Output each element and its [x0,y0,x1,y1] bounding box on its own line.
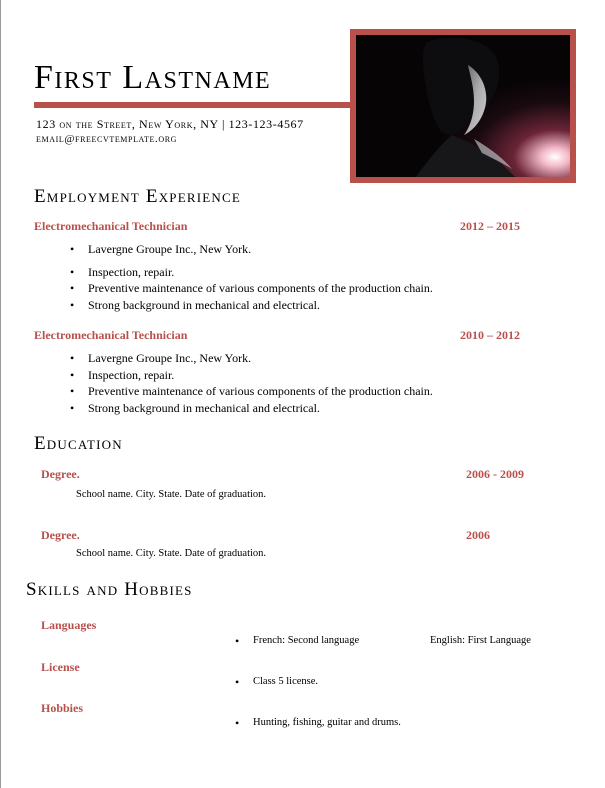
skill-item [235,634,360,648]
list-item: • Inspection, repair. [70,264,433,281]
license-label: License [41,660,80,674]
school-details: School name. City. State. Date of graduation. [76,489,267,500]
languages-label: Languages [41,618,97,632]
bullet-icon: • [235,716,240,730]
degree-label: Degree. [41,528,80,542]
address-line: 123 on the Street, New York, NY | 123-123-4567 [36,117,304,131]
school-details: School name. City. State. Date of graduation. [76,548,267,559]
list-item: • Preventive maintenance of various components of the production chain. [70,383,433,400]
skill-item [235,675,319,689]
list-item: • Inspection, repair. [70,367,433,384]
skill-item [235,716,401,730]
candidate-name: First Lastname [34,59,272,96]
skills-section-title: Skills and Hobbies [26,579,193,600]
job-duties-list [70,350,433,416]
bullet-icon: • [235,634,240,648]
job-years: 2010 – 2012 [460,328,520,342]
list-item: • Preventive maintenance of various components of the production chain. [70,280,433,297]
skill-text: Class 5 license. [253,676,319,687]
skill-text: English: First Language [430,635,531,646]
portrait-image [356,35,570,177]
employment-section-title: Employment Experience [34,186,241,207]
skill-text: Hunting, fishing, guitar and drums. [253,717,401,728]
job-years: 2012 – 2015 [460,219,520,233]
profile-photo [350,29,576,183]
list-item: • Lavergne Groupe Inc., New York. [70,241,433,258]
list-item: • Strong background in mechanical and electrical. [70,297,433,314]
degree-years: 2006 - 2009 [466,467,524,481]
bullet-icon: • [235,675,240,689]
list-item: • Lavergne Groupe Inc., New York. [70,350,433,367]
job-duties-list [70,241,433,313]
skill-item [430,635,531,646]
education-section-title: Education [34,433,123,454]
degree-label: Degree. [41,467,80,481]
job-title: Electromechanical Technician [34,328,188,342]
page-edge [0,0,1,788]
name-underline [34,102,352,108]
list-item: • Strong background in mechanical and electrical. [70,400,433,417]
degree-years: 2006 [466,528,490,542]
email-address: email@freecvtemplate.org [36,133,178,145]
hobbies-label: Hobbies [41,701,84,715]
job-title: Electromechanical Technician [34,219,188,233]
skill-text: French: Second language [253,635,360,646]
